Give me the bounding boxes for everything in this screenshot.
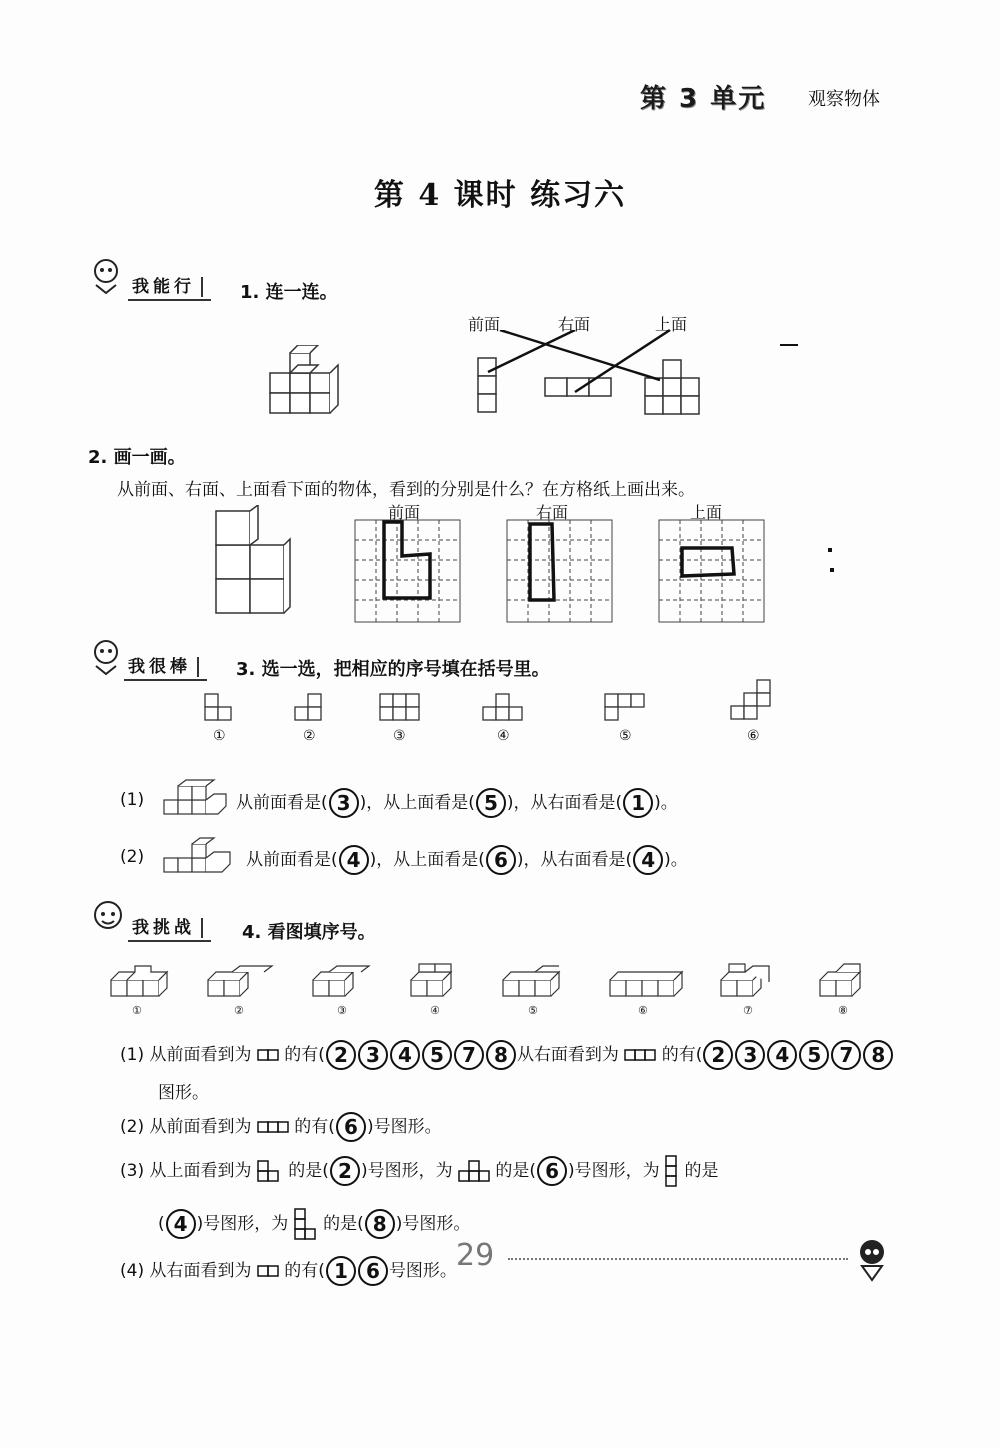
q4-line-3-cont: ( 4 )号图形，为 的是( 8 )号图形。 <box>158 1208 470 1240</box>
stray-mark <box>780 344 798 346</box>
page-number: 29 <box>456 1238 495 1273</box>
cartoon-kid-icon <box>88 897 128 937</box>
answer-circle: 7 <box>831 1040 861 1070</box>
q1-solid-figure <box>262 345 352 425</box>
answer-circle: 2 <box>703 1040 733 1070</box>
q4-line-2: (2) 从前面看到为 的有( 6 )号图形。 <box>120 1112 442 1142</box>
q3-option-num: ④ <box>497 728 510 744</box>
q3-option-num: ② <box>303 728 316 744</box>
answer-circle: 6 <box>486 845 516 875</box>
q4-shape-num: ① <box>132 1004 142 1017</box>
q3-row-1-solid <box>160 778 230 820</box>
q4-text: 4. 看图填序号。 <box>242 922 376 943</box>
section-tag-3: 我挑战 <box>128 913 211 942</box>
q4-solid-figures <box>105 958 875 1004</box>
q4-shape-num: ② <box>234 1004 244 1017</box>
q4-line-4: (4) 从右面看到为 的有( 1 6 号图形。 <box>120 1256 457 1286</box>
answer-circle: 3 <box>735 1040 765 1070</box>
l-tetromino-icon <box>294 1208 318 1240</box>
q4-line-3: (3) 从上面看到为 的是( 2 )号图形，为 的是( 6 )号图形，为 的是 <box>120 1155 718 1187</box>
cartoon-kid-icon <box>88 255 124 295</box>
q3-option-num: ⑥ <box>747 728 760 744</box>
q4-shape-num: ⑧ <box>838 1004 848 1017</box>
unit-subtitle: 观察物体 <box>808 89 880 110</box>
section-tag-1: 我能行 <box>128 272 211 301</box>
cartoon-mascot-icon <box>848 1236 896 1286</box>
answer-circle: 5 <box>422 1040 452 1070</box>
q2-instruction: 从前面、右面、上面看下面的物体，看到的分别是什么？在方格纸上画出来。 <box>117 480 695 500</box>
q3-view-options <box>195 678 785 726</box>
answer-circle: 4 <box>339 845 369 875</box>
answer-circle: 6 <box>336 1112 366 1142</box>
answer-circle: 5 <box>799 1040 829 1070</box>
q4-shape-num: ⑤ <box>528 1004 538 1017</box>
q4-shape-num: ④ <box>430 1004 440 1017</box>
answer-circle: 1 <box>326 1256 356 1286</box>
q1-label-right: 右面 <box>558 315 591 334</box>
l-tromino-icon <box>257 1160 283 1182</box>
q4-shape-num: ⑥ <box>638 1004 648 1017</box>
stray-dot <box>828 548 832 552</box>
q2-drawing-grids <box>350 518 770 626</box>
section-tag-2: 我很棒 <box>124 652 207 681</box>
two-squares-icon <box>257 1049 279 1061</box>
q3-option-num: ③ <box>393 728 406 744</box>
q4-line-1: (1) 从前面看到为 的有( 2 3 4 5 7 8 从右面看到为 的有( 2 3 4 5 7 8 <box>120 1040 894 1070</box>
answer-circle: 4 <box>390 1040 420 1070</box>
q1-label-top: 上面 <box>655 315 688 334</box>
page-title: 第 4 课时 练习六 <box>373 178 627 213</box>
q2-solid-figure <box>210 505 300 620</box>
answer-circle: 6 <box>358 1256 388 1286</box>
answer-circle: 8 <box>863 1040 893 1070</box>
three-squares-icon <box>624 1049 656 1061</box>
answer-circle: 5 <box>476 788 506 818</box>
answer-circle: 4 <box>767 1040 797 1070</box>
answer-circle: 3 <box>329 788 359 818</box>
q3-text: 3. 选一选，把相应的序号填在括号里。 <box>236 659 550 680</box>
q4-shape-num: ⑦ <box>743 1004 753 1017</box>
q2-grid-label-right: 右面 <box>536 503 569 522</box>
q3-row-2-answers: 从前面看是( 4 )，从上面看是( 6 )，从右面看是( 4 )。 <box>246 845 688 875</box>
q3-row-1-index: (1) <box>120 790 145 810</box>
answer-circle: 2 <box>326 1040 356 1070</box>
q3-row-2-solid <box>160 834 236 878</box>
answer-circle: 6 <box>537 1156 567 1186</box>
answer-circle: 4 <box>633 845 663 875</box>
vertical-tromino-icon <box>665 1155 679 1187</box>
answer-circle: 8 <box>365 1209 395 1239</box>
q2-text: 2. 画一画。 <box>88 447 186 468</box>
q1-text: 1. 连一连。 <box>240 282 338 303</box>
q3-row-1-answers: 从前面看是( 3 )，从上面看是( 5 )，从右面看是( 1 )。 <box>236 788 678 818</box>
answer-circle: 7 <box>454 1040 484 1070</box>
q2-grid-label-front: 前面 <box>388 503 421 522</box>
q3-option-num: ① <box>213 728 226 744</box>
two-squares-icon <box>257 1265 279 1277</box>
q4-line-1-end: 图形。 <box>158 1083 209 1103</box>
answer-circle: 1 <box>623 788 653 818</box>
footer-rule <box>508 1258 848 1260</box>
answer-circle: 4 <box>166 1209 196 1239</box>
q4-shape-num: ③ <box>337 1004 347 1017</box>
stray-dot <box>830 568 834 572</box>
cartoon-kid-icon <box>88 636 124 676</box>
answer-circle: 8 <box>486 1040 516 1070</box>
q1-label-front: 前面 <box>468 315 501 334</box>
q2-grid-label-top: 上面 <box>690 503 723 522</box>
answer-circle: 3 <box>358 1040 388 1070</box>
answer-circle: 2 <box>330 1156 360 1186</box>
t-shape-icon <box>458 1160 490 1182</box>
q3-option-num: ⑤ <box>619 728 632 744</box>
unit-badge: 第 3 单元 <box>640 84 767 114</box>
q1-view-options <box>470 330 730 425</box>
three-squares-icon <box>257 1121 289 1133</box>
q3-row-2-index: (2) <box>120 847 145 867</box>
